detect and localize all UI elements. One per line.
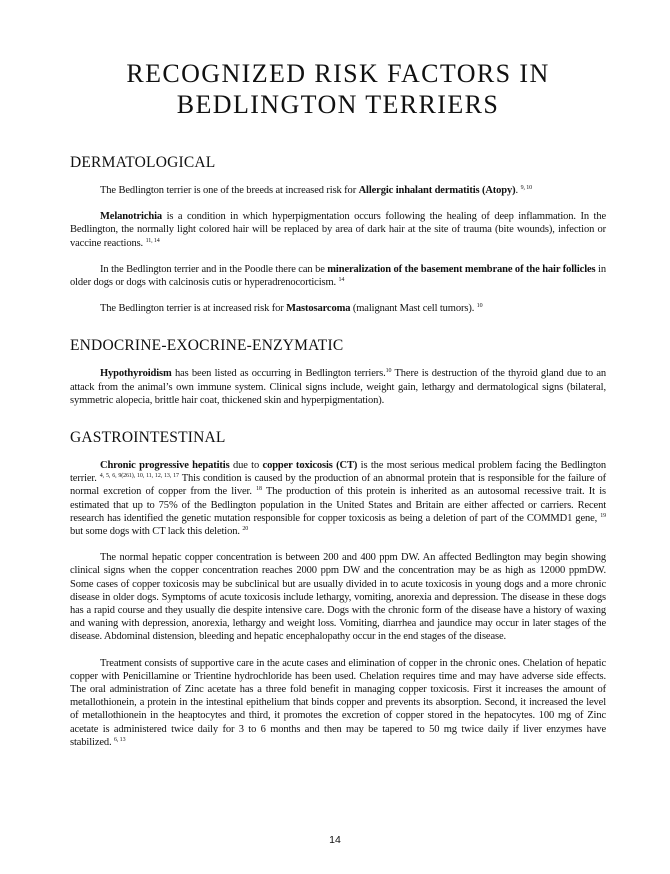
section-endocrine-exocrine-enzymatic (70, 337, 606, 407)
paragraph (70, 184, 606, 197)
reference-citation: 9, 10 (520, 185, 532, 191)
reference-citation: 4, 5, 6, 9(261), 10, 11, 12, 13, 17 (99, 473, 179, 480)
reference-citation: 14 (338, 277, 345, 284)
text-run: due to (229, 460, 263, 472)
section-heading: DERMATOLOGICAL (70, 154, 216, 171)
section-heading: ENDOCRINE-EXOCRINE-ENZYMATIC (70, 337, 344, 355)
bold-term: Allergic inhalant dermatitis (Atopy) (358, 185, 516, 196)
page-number: 14 (329, 834, 341, 846)
paragraph (70, 263, 606, 289)
text-run: In the Bedlington terrier and in the Poodle there can be (100, 263, 328, 275)
document-body (70, 154, 606, 749)
section-dermatological (70, 154, 606, 315)
text-run: has been listed as occurring in Bedlington terriers. (171, 368, 386, 380)
text-run: . (515, 185, 521, 196)
reference-citation: 11, 14 (145, 237, 160, 244)
paragraph (70, 302, 606, 315)
section-gastrointestinal (70, 429, 606, 749)
bold-term: Melanotrichia (100, 211, 163, 223)
text-run: The production of this protein is inherited as an autosomal recessive trait. It is estimated that up to 75% of the Bedlington population in the United States and Britain are either affected or carriers. Recent research has identified the genetic mutation responsible for copper toxicosis as being a deletion of part of the COMMD1 gene, (70, 486, 606, 524)
text-run: The Bedlington terrier is one of the breeds at increased risk for (100, 185, 359, 196)
reference-citation: 19 (600, 512, 606, 519)
reference-citation: 18 (256, 486, 262, 493)
bold-term: Hypothyroidism (100, 368, 172, 380)
text-run: Treatment consists of supportive care in the acute cases and elimination of copper in the chronic ones. Chelation of hepatic copper with Penicillamine or Trientine hydrochloride has been used. Chelation requires time and may have adverse side effects. The oral administration of Zinc acetate has a three fold benefit in managing copper toxicosis. First it increases the amount of metallothionein, a protein in the intestinal epithelium that binds copper and prevents its absorption. Second, it increased the level of metallothionein in the heaptocytes and third, it promotes the excretion of copper stored in the hepatocytes. 100 mg of Zinc acetate is administered twice daily for 3 to 6 months and then may be tapered to 50 mg twice daily if liver enzymes have stabilized. (70, 657, 606, 748)
reference-citation: 10 (385, 368, 392, 375)
bold-term: mineralization of the basement membrane of the hair follicles (327, 263, 596, 275)
section-heading: GASTROINTESTINAL (70, 429, 226, 447)
bold-term: copper toxicosis (CT) (262, 460, 358, 472)
bold-term: Mastosarcoma (286, 303, 351, 315)
text-run: (malignant Mast cell tumors). (350, 303, 477, 315)
text-run: is the most serious medical problem facing the Bedlington terrier. (70, 460, 606, 485)
paragraph (70, 459, 606, 538)
paragraph (70, 210, 606, 250)
text-run: This condition is caused by the production of an abnormal protein that is responsible for the failure of normal excretion of copper from the liver. (70, 473, 606, 498)
paragraph (70, 657, 606, 749)
text-run: The normal hepatic copper concentration is between 200 and 400 ppm DW. An affected Bedlington may begin showing clinical signs when the copper concentration reaches 2000 ppm DW and the concentration may be as high as 12000 ppmDW. Some cases of copper toxicosis may be subclinical but are usually divided in to acute toxicosis in young dogs and a more chronic disease in older dogs. Symptoms of acute toxicosis include lethargy, vomiting, anorexia and depression. The disease in these dogs has a rapid course and they usually die despite intensive care. Dogs with the chronic form of the disease have a history of waxing and waning with depression, anorexia, lethargy and weight loss. Vomiting, diarrhea and jaundice may occur in later stages of the disease. Abdominal distension, bleeding and hepatic encephalopathy occur in the end stages of the disease. (70, 552, 606, 643)
page-title (70, 58, 606, 120)
paragraph (70, 367, 606, 407)
text-run: is a condition in which hyperpigmentation occurs following the healing of deep inflammation. In the Bedlington, the normally light colored hair will be replaced by area of dark hair at the site of trauma (bite wounds), infection or vaccine reactions. (70, 211, 606, 249)
text-run: in older dogs or dogs with calcinosis cutis or hyperadrenocorticism. (70, 263, 606, 289)
text-run: There is destruction of the thyroid gland due to an attack from the animal’s own immune system. Clinical signs include, weight gain, lethargy and dermatological signs (bilateral, symmetric alopecia, brittle hair coat, thickened skin and hyperpigmentation). (70, 368, 607, 406)
page-title-line-1: RECOGNIZED RISK FACTORS IN (126, 59, 550, 88)
bold-term: Chronic progressive hepatitis (100, 460, 230, 472)
paragraph (70, 551, 606, 643)
reference-citation: 20 (242, 526, 249, 533)
text-run: The Bedlington terrier is at increased risk for (100, 303, 287, 315)
reference-citation: 10 (476, 303, 483, 310)
page-title-line-2: BEDLINGTON TERRIERS (176, 90, 500, 119)
text-run: but some dogs with CT lack this deletion. (70, 526, 243, 538)
reference-citation: 6, 13 (114, 736, 126, 743)
